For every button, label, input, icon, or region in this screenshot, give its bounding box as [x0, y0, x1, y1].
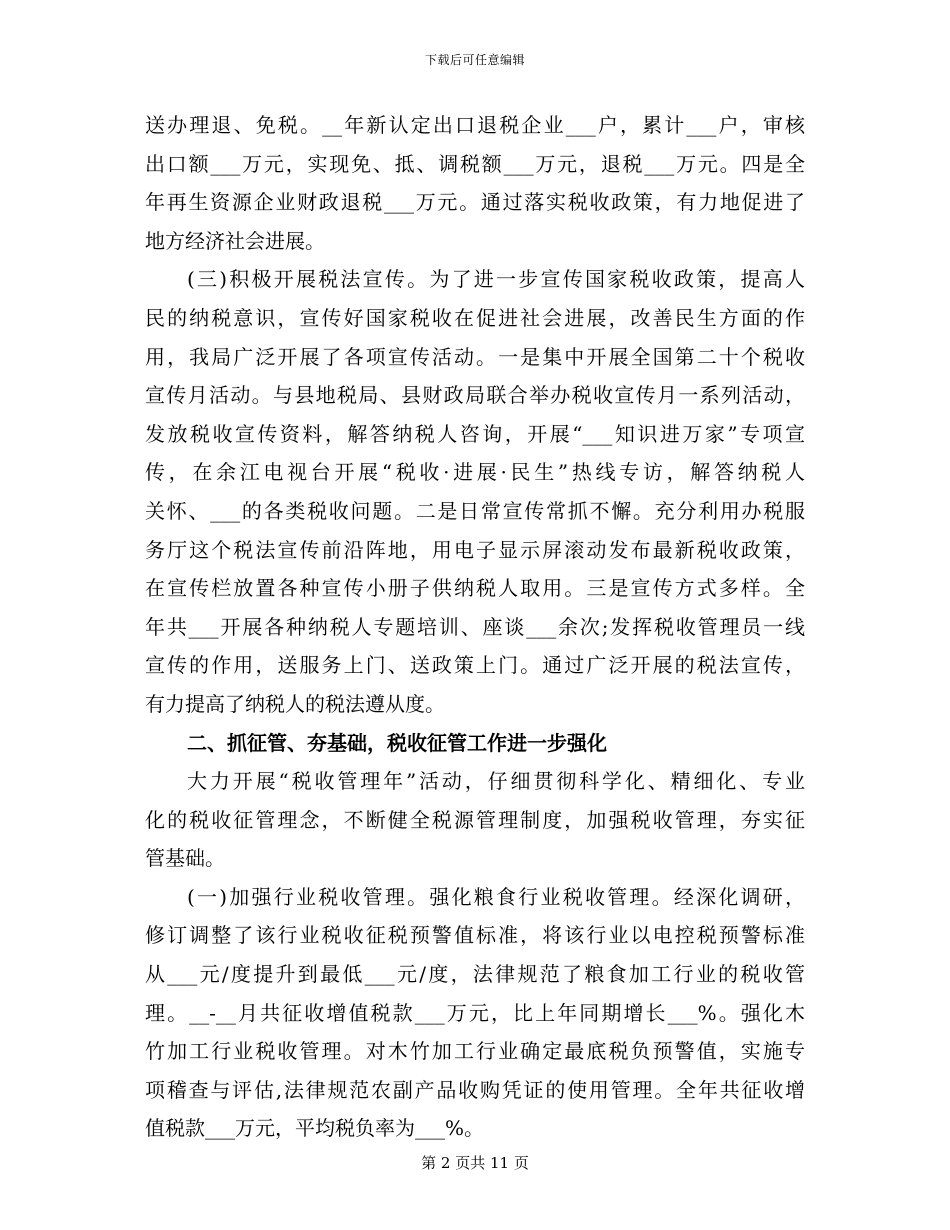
text-line: 宣传的作用，送服务上门、送政策上门。通过广泛开展的税法宣传， [145, 653, 805, 678]
text-line: 年再生资源企业财政退税___万元。通过落实税收政策，有力地促进了 [145, 190, 805, 215]
text-line: 发放税收宣传资料，解答纳税人咨询，开展“___知识进万家”专项宣 [145, 421, 805, 446]
text-line: 有力提高了纳税人的税法遵从度。 [145, 691, 445, 716]
text-line: 化的税收征管理念，不断健全税源管理制度，加强税收管理，夯实征 [145, 807, 805, 832]
text-line: 送办理退、免税。__年新认定出口退税企业___户，累计___户，审核 [145, 113, 805, 137]
text-line: 值税款___万元，平均税负率为___%。 [145, 1116, 485, 1141]
text-line: 竹加工行业税收管理。对木竹加工行业确定最底税负预警值，实施专 [145, 1039, 805, 1064]
text-line: 修订调整了该行业税收征税预警值标准，将该行业以电控税预警标准 [145, 923, 805, 948]
text-line: 理。__-__月共征收增值税款___万元，比上年同期增长___%。强化木 [145, 1000, 805, 1025]
text-line: 务厅这个税法宣传前沿阵地，用电子显示屏滚动发布最新税收政策， [145, 537, 805, 562]
text-line: 项稽查与评估,法律规范农副产品收购凭证的使用管理。全年共征收增 [145, 1077, 805, 1102]
text-line: (一)加强行业税收管理。强化粮食行业税收管理。经深化调研， [187, 884, 805, 909]
text-line: 用，我局广泛开展了各项宣传活动。一是集中开展全国第二十个税收 [145, 344, 805, 369]
document-body [145, 106, 805, 1148]
page-header: 下载后可任意编辑 [424, 53, 525, 67]
text-line: 在宣传栏放置各种宣传小册子供纳税人取用。三是宣传方式多样。全 [145, 576, 805, 601]
text-line: 从___元/度提升到最低___元/度，法律规范了粮食加工行业的税收管 [145, 962, 805, 987]
text-line: 民的纳税意识，宣传好国家税收在促进社会进展，改善民生方面的作 [145, 305, 805, 330]
text-line: (三)积极开展税法宣传。为了进一步宣传国家税收政策，提高人 [187, 267, 805, 292]
text-line: 宣传月活动。与县地税局、县财政局联合举办税收宣传月一系列活动， [145, 383, 805, 408]
text-line: 年共___开展各种纳税人专题培训、座谈___余次;发挥税收管理员一线 [145, 614, 805, 639]
text-line: 地方经济社会进展。 [145, 228, 325, 253]
text-line: 管基础。 [145, 846, 225, 871]
page-footer: 第 2 页共 11 页 [421, 1154, 529, 1172]
section-heading: 二、抓征管、夯基础，税收征管工作进一步强化 [187, 730, 607, 755]
text-line: 传，在余江电视台开展“税收·进展·民生”热线专访，解答纳税人 [145, 460, 805, 485]
text-line: 关怀、___的各类税收问题。二是日常宣传常抓不懈。充分利用办税服 [145, 498, 805, 523]
text-line: 出口额___万元，实现免、抵、调税额___万元，退税___万元。四是全 [145, 151, 805, 176]
text-line: 大力开展“税收管理年”活动，仔细贯彻科学化、精细化、专业 [187, 769, 805, 794]
